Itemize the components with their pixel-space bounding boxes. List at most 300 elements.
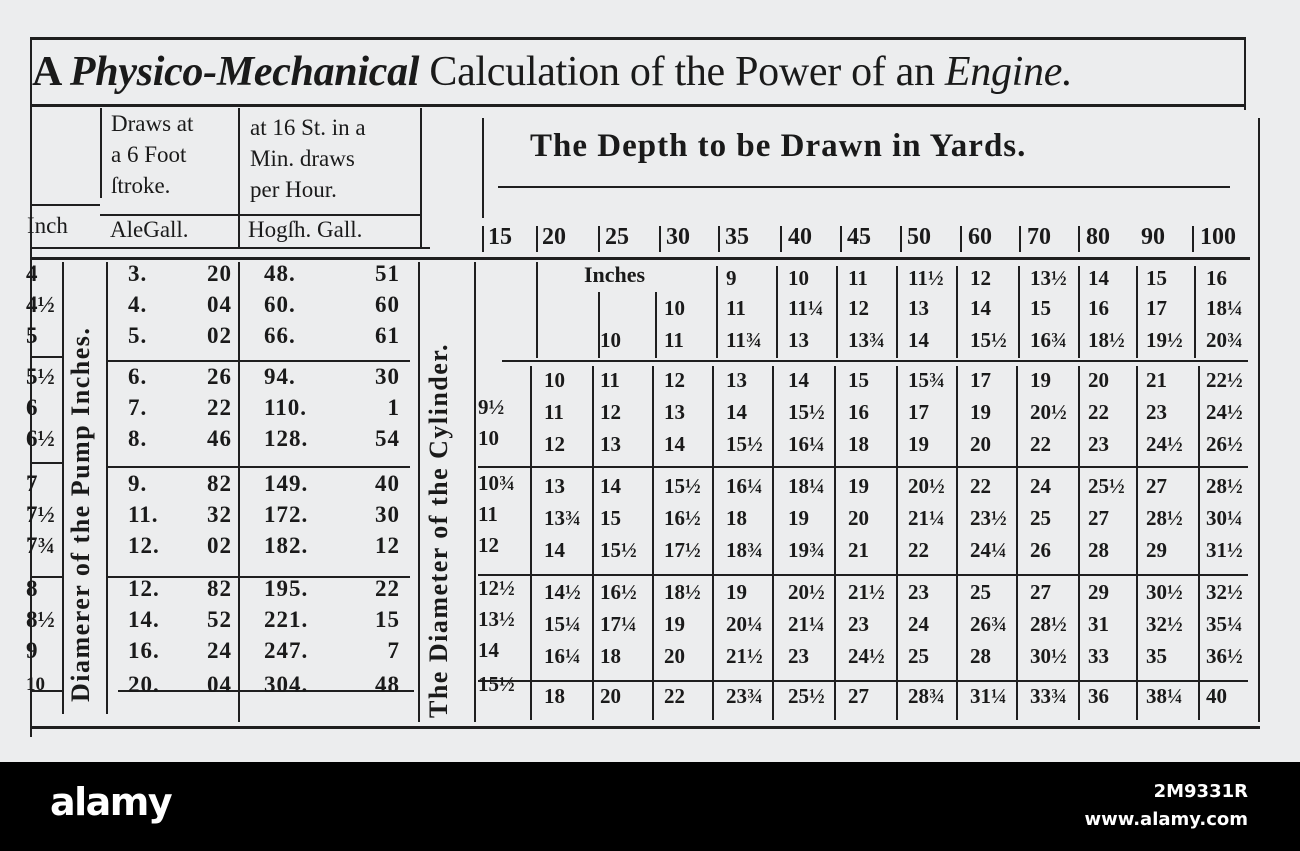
grid-value: 30¼ bbox=[1206, 506, 1243, 530]
grid-value: 14 bbox=[544, 538, 565, 562]
cylinder-diameter-value: 9½ bbox=[478, 395, 505, 419]
depth-tick bbox=[780, 226, 782, 252]
grid-value: 16¼ bbox=[726, 474, 763, 498]
hdr-sep-3 bbox=[420, 108, 422, 248]
grid-value: 31 bbox=[1088, 612, 1109, 636]
grid-col-line bbox=[896, 366, 898, 720]
pump-inch-value: 8½ bbox=[26, 607, 55, 632]
grid-value: 11 bbox=[600, 368, 620, 392]
hogshead-gallon-value bbox=[264, 468, 400, 499]
hogshead-gallon-value bbox=[264, 499, 400, 530]
cylinder-diameter-value bbox=[478, 289, 515, 320]
grid-value: 20¾ bbox=[1206, 328, 1243, 352]
grid-value: 28½ bbox=[1206, 474, 1243, 498]
pump-inch-value: 9 bbox=[26, 638, 38, 663]
grid-value: 20 bbox=[970, 432, 991, 456]
grid-value: 24 bbox=[908, 612, 929, 636]
depth-label: 90 bbox=[1141, 224, 1165, 250]
ale-gallon-value-part: 04 bbox=[207, 672, 232, 697]
grid-value: 24½ bbox=[1206, 400, 1243, 424]
pump-inch-value: 5½ bbox=[26, 364, 55, 389]
grid-col-line bbox=[712, 366, 714, 720]
grid-value: 24¼ bbox=[970, 538, 1007, 562]
grid-value: 35 bbox=[1146, 644, 1167, 668]
depth-tick bbox=[900, 226, 902, 252]
grid-value: 23 bbox=[1088, 432, 1109, 456]
grid-value: 19 bbox=[726, 580, 747, 604]
grid-value: 23 bbox=[908, 580, 929, 604]
cylinder-diameter-value: 12½ bbox=[478, 576, 515, 600]
grid-value: 22 bbox=[1030, 432, 1051, 456]
grid-value: 13 bbox=[908, 296, 929, 320]
ale-col-sep bbox=[238, 262, 240, 722]
title-underline bbox=[30, 104, 1246, 107]
hdr-sep-1 bbox=[100, 108, 102, 198]
grid-value: 13 bbox=[788, 328, 809, 352]
pump-diameter-label: Diamerer of the Pump Inches. bbox=[66, 326, 95, 702]
grid-value: 27 bbox=[1030, 580, 1051, 604]
grid-value: 21½ bbox=[848, 580, 885, 604]
ale-gallon-value-part: 22 bbox=[207, 395, 232, 420]
page-title: A Physico-Mechanical Calculation of the Power of an Engine. bbox=[32, 49, 1073, 95]
grid-value: 18 bbox=[848, 432, 869, 456]
grid-col-line bbox=[1136, 266, 1138, 358]
grid-value: 26 bbox=[1030, 538, 1051, 562]
ale-gallon-value bbox=[128, 361, 232, 392]
grid-value: 25 bbox=[908, 644, 929, 668]
ale-gallon-value bbox=[128, 423, 232, 454]
grid-value: 16½ bbox=[664, 506, 701, 530]
grid-value: 19 bbox=[848, 474, 869, 498]
hogsh-gall-unit-label: Hogſh. Gall. bbox=[248, 217, 363, 242]
grid-value: 18 bbox=[544, 684, 565, 708]
grid-value: 19 bbox=[788, 506, 809, 530]
grid-value: 22½ bbox=[1206, 368, 1243, 392]
grid-value: 21½ bbox=[726, 644, 763, 668]
ale-gallon-value-part: 20 bbox=[207, 261, 232, 286]
depth-label: 60 bbox=[968, 224, 992, 250]
grid-value: 23 bbox=[788, 644, 809, 668]
cylinder-diameter-value bbox=[478, 361, 515, 392]
grid-value: 20½ bbox=[908, 474, 945, 498]
grid-value: 18¼ bbox=[1206, 296, 1243, 320]
grid-value: 9 bbox=[726, 266, 737, 290]
depth-tick bbox=[1019, 226, 1021, 252]
grid-value: 32½ bbox=[1146, 612, 1183, 636]
depth-tick bbox=[598, 226, 600, 252]
grid-col-line bbox=[776, 266, 778, 358]
grid-value: 24 bbox=[1030, 474, 1051, 498]
grid-col-line bbox=[652, 366, 654, 720]
hogshead-gallon-value-whole: 60. bbox=[264, 292, 296, 317]
image-id-code: 2M9331R bbox=[1153, 781, 1248, 802]
hdr-sep-2 bbox=[238, 108, 240, 248]
grid-value: 27 bbox=[1088, 506, 1109, 530]
grid-value: 21 bbox=[848, 538, 869, 562]
depth-label: 70 bbox=[1027, 224, 1051, 250]
hog-col-sep bbox=[418, 262, 420, 722]
grid-value: 25½ bbox=[788, 684, 825, 708]
grid-value: 18¼ bbox=[788, 474, 825, 498]
pump-inch-value: 7 bbox=[26, 471, 38, 496]
grid-col-line bbox=[1078, 266, 1080, 358]
depth-label: 25 bbox=[605, 224, 629, 250]
grid-col-line bbox=[1198, 366, 1200, 720]
ale-gallon-value-whole: 4. bbox=[128, 292, 148, 317]
grid-value: 26¾ bbox=[970, 612, 1007, 636]
ale-gallon-value-part: 82 bbox=[207, 471, 232, 496]
grid-value: 16¼ bbox=[788, 432, 825, 456]
depth-tick bbox=[659, 226, 661, 252]
grid-value: 17 bbox=[970, 368, 991, 392]
grid-value: 19 bbox=[970, 400, 991, 424]
grid-col-line bbox=[956, 266, 958, 358]
ale-gallon-value-part: 46 bbox=[207, 426, 232, 451]
ale-gallon-value-part: 02 bbox=[207, 323, 232, 348]
ale-gallon-value-whole: 9. bbox=[128, 471, 148, 496]
pump-col-sep bbox=[62, 262, 64, 714]
alamy-logo: alamy bbox=[50, 780, 172, 824]
image-id bbox=[1084, 778, 1248, 834]
grid-value: 20½ bbox=[788, 580, 825, 604]
grid-value: 15½ bbox=[970, 328, 1007, 352]
ale-gallons-column bbox=[128, 258, 232, 700]
pump-inch-value: 4½ bbox=[26, 292, 55, 317]
grid-value: 14 bbox=[600, 474, 621, 498]
grid-value: 15¼ bbox=[544, 612, 581, 636]
grid-value: 29 bbox=[1146, 538, 1167, 562]
grid-col-line bbox=[592, 366, 594, 720]
grid-value: 14 bbox=[908, 328, 929, 352]
grid-value: 14 bbox=[788, 368, 809, 392]
grid-value: 16 bbox=[1206, 266, 1227, 290]
grid-value: 21 bbox=[1146, 368, 1167, 392]
hogshead-gallon-value-part: 7 bbox=[387, 638, 400, 663]
hogshead-gallon-value bbox=[264, 258, 400, 289]
grid-value: 30½ bbox=[1146, 580, 1183, 604]
grid-value: 24½ bbox=[1146, 432, 1183, 456]
grid-value: 23¾ bbox=[726, 684, 763, 708]
grid-value: 18½ bbox=[664, 580, 701, 604]
frame-top bbox=[30, 37, 1246, 40]
frame-bottom bbox=[30, 726, 1260, 729]
pump-inches-column bbox=[26, 258, 55, 700]
depth-tick bbox=[1192, 226, 1194, 252]
hdr-sep-4 bbox=[482, 118, 484, 218]
hogshead-gallon-value bbox=[264, 669, 400, 700]
hogshead-gallon-value-whole: 247. bbox=[264, 638, 309, 663]
grid-value: 36 bbox=[1088, 684, 1109, 708]
ale-gall-unit-label: AleGall. bbox=[110, 217, 189, 242]
hogshead-gallon-value bbox=[264, 423, 400, 454]
grid-value: 25 bbox=[970, 580, 991, 604]
grid-value: 13 bbox=[664, 400, 685, 424]
cylinder-diameter-column bbox=[478, 258, 515, 700]
grid-value: 21¼ bbox=[788, 612, 825, 636]
grid-value: 15¾ bbox=[908, 368, 945, 392]
grid-value: 28¾ bbox=[908, 684, 945, 708]
grid-value: 11 bbox=[664, 328, 684, 352]
ale-gallon-value bbox=[128, 499, 232, 530]
hogshead-gallon-value-whole: 172. bbox=[264, 502, 309, 527]
grid-value: 23 bbox=[848, 612, 869, 636]
hogshead-gallon-value-part: 54 bbox=[375, 426, 400, 451]
grid-value: 31¼ bbox=[970, 684, 1007, 708]
grid-value: 33¾ bbox=[1030, 684, 1067, 708]
hogshead-gallon-value-part: 51 bbox=[375, 261, 400, 286]
ale-gallon-value bbox=[128, 604, 232, 635]
grid-value: 14 bbox=[970, 296, 991, 320]
depth-label: 15 bbox=[488, 224, 512, 250]
cylinder-diameter-value: 12 bbox=[478, 533, 499, 557]
hogshead-gallon-value-part: 40 bbox=[375, 471, 400, 496]
grid-value: 16¼ bbox=[544, 644, 581, 668]
grid-value: 15½ bbox=[788, 400, 825, 424]
grid-value: 14 bbox=[726, 400, 747, 424]
label-col-sep bbox=[106, 262, 108, 714]
ale-gallon-value bbox=[128, 289, 232, 320]
grid-value: 32½ bbox=[1206, 580, 1243, 604]
inch-unit-label: Inch bbox=[27, 213, 68, 238]
hogshead-gallon-value-part: 1 bbox=[387, 395, 400, 420]
hogshead-gallon-value-whole: 94. bbox=[264, 364, 296, 389]
grid-col-line bbox=[834, 366, 836, 720]
grid-value: 10 bbox=[600, 328, 621, 352]
grid-value: 18¾ bbox=[726, 538, 763, 562]
depth-tick bbox=[960, 226, 962, 252]
frame-right-top bbox=[1244, 37, 1246, 110]
pump-inch-value: 8 bbox=[26, 576, 38, 601]
grid-value: 13¾ bbox=[544, 506, 581, 530]
grid-value: 20½ bbox=[1030, 400, 1067, 424]
depth-label: 45 bbox=[847, 224, 871, 250]
grid-col-line bbox=[1078, 366, 1080, 720]
ale-gallon-value bbox=[128, 468, 232, 499]
grid-value: 11¾ bbox=[726, 328, 762, 352]
depth-tick bbox=[840, 226, 842, 252]
grid-value: 33 bbox=[1088, 644, 1109, 668]
grid-col-line bbox=[772, 366, 774, 720]
grid-value: 15 bbox=[848, 368, 869, 392]
grid-value: 15 bbox=[600, 506, 621, 530]
grid-value: 17¼ bbox=[600, 612, 637, 636]
grid-value: 23½ bbox=[970, 506, 1007, 530]
frame-right bbox=[1258, 118, 1260, 722]
hogshead-gallon-value-part: 30 bbox=[375, 502, 400, 527]
grid-value: 15½ bbox=[600, 538, 637, 562]
grid-value: 12 bbox=[664, 368, 685, 392]
grid-col-line bbox=[1016, 366, 1018, 720]
ale-gallon-value-part: 52 bbox=[207, 607, 232, 632]
hogshead-gallon-value bbox=[264, 635, 400, 666]
grid-value: 11 bbox=[544, 400, 564, 424]
grid-value: 27 bbox=[1146, 474, 1167, 498]
depth-tick bbox=[536, 226, 538, 252]
grid-value: 14 bbox=[664, 432, 685, 456]
grid-value: 26½ bbox=[1206, 432, 1243, 456]
grid-value: 15½ bbox=[726, 432, 763, 456]
grid-value: 16¾ bbox=[1030, 328, 1067, 352]
grid-value: 18 bbox=[726, 506, 747, 530]
grid-value: 15 bbox=[1146, 266, 1167, 290]
hogshead-gallon-value-part: 30 bbox=[375, 364, 400, 389]
grid-value: 13 bbox=[544, 474, 565, 498]
hogshead-gallon-value-part: 22 bbox=[375, 576, 400, 601]
grid-value: 19 bbox=[1030, 368, 1051, 392]
hogshead-gallon-value-whole: 195. bbox=[264, 576, 309, 601]
ale-gallon-value-whole: 16. bbox=[128, 638, 160, 663]
grid-value: 12 bbox=[848, 296, 869, 320]
hogshead-gallon-value bbox=[264, 573, 400, 604]
grid-value: 25 bbox=[1030, 506, 1051, 530]
grid-value: 29 bbox=[1088, 580, 1109, 604]
grid-value: 12 bbox=[970, 266, 991, 290]
ale-gallon-value-whole: 12. bbox=[128, 576, 160, 601]
pump-inch-value: 6½ bbox=[26, 426, 55, 451]
grid-col-line bbox=[1136, 366, 1138, 720]
site-url: www.alamy.com bbox=[1084, 809, 1248, 830]
ale-gallon-value-whole: 7. bbox=[128, 395, 148, 420]
grid-value: 14½ bbox=[544, 580, 581, 604]
hogshead-gallon-value-part: 15 bbox=[375, 607, 400, 632]
ale-gallon-value-whole: 20. bbox=[128, 672, 160, 697]
watermark-banner bbox=[0, 762, 1300, 851]
ale-gallon-value bbox=[128, 392, 232, 423]
grid-value: 20 bbox=[600, 684, 621, 708]
grid-value: 28 bbox=[1088, 538, 1109, 562]
units-bottom-line bbox=[30, 247, 430, 249]
ale-gallon-value-part: 82 bbox=[207, 576, 232, 601]
cylinder-diameter-value bbox=[478, 320, 515, 351]
grid-value: 19 bbox=[664, 612, 685, 636]
grid-value: 21¼ bbox=[908, 506, 945, 530]
grid-value: 27 bbox=[848, 684, 869, 708]
grid-col-line bbox=[896, 266, 898, 358]
grid-value: 17 bbox=[1146, 296, 1167, 320]
depth-label: 30 bbox=[666, 224, 690, 250]
depth-label: 80 bbox=[1086, 224, 1110, 250]
inch-top-line bbox=[30, 204, 100, 206]
grid-value: 38¼ bbox=[1146, 684, 1183, 708]
grid-value: 13 bbox=[600, 432, 621, 456]
hogshead-gallon-value bbox=[264, 320, 400, 351]
pump-inch-value: 5 bbox=[26, 323, 38, 348]
ale-gallon-value-whole: 6. bbox=[128, 364, 148, 389]
grid-value: 19½ bbox=[1146, 328, 1183, 352]
ale-gallon-value bbox=[128, 530, 232, 561]
grid-value: 16½ bbox=[600, 580, 637, 604]
hogshead-gallons-column bbox=[264, 258, 400, 700]
depth-label: 50 bbox=[907, 224, 931, 250]
grid-value: 16 bbox=[1088, 296, 1109, 320]
grid-value: 10 bbox=[788, 266, 809, 290]
pump-inch-value: 10 bbox=[26, 674, 45, 695]
grid-value: 11 bbox=[848, 266, 868, 290]
grid-value: 30½ bbox=[1030, 644, 1067, 668]
grid-value: 12 bbox=[600, 400, 621, 424]
grid-value: 12 bbox=[544, 432, 565, 456]
grid-value: 13 bbox=[726, 368, 747, 392]
grid-value: 10 bbox=[664, 296, 685, 320]
grid-value: 22 bbox=[1088, 400, 1109, 424]
hogshead-gallon-value-whole: 182. bbox=[264, 533, 309, 558]
grid-col-line bbox=[956, 366, 958, 720]
ale-gallon-value bbox=[128, 635, 232, 666]
grid-value: 11 bbox=[726, 296, 746, 320]
grid-value: 14 bbox=[1088, 266, 1109, 290]
depth-label: 35 bbox=[725, 224, 749, 250]
depth-title-underline bbox=[498, 186, 1230, 188]
grid-value: 40 bbox=[1206, 684, 1227, 708]
hogshead-gallon-value bbox=[264, 530, 400, 561]
cylinder-diameter-value bbox=[478, 258, 515, 289]
grid-value: 28½ bbox=[1030, 612, 1067, 636]
draws-header: Draws at a 6 Foot ſtroke. bbox=[111, 111, 194, 198]
grid-value: 20 bbox=[848, 506, 869, 530]
ale-gallon-value-part: 04 bbox=[207, 292, 232, 317]
ale-gallon-value bbox=[128, 258, 232, 289]
cylinder-diameter-label: The Diameter of the Cylinder. bbox=[424, 343, 453, 718]
grid-value: 11½ bbox=[908, 266, 944, 290]
grid-value: 28 bbox=[970, 644, 991, 668]
grid-value: 19 bbox=[908, 432, 929, 456]
grid-value: 20 bbox=[1088, 368, 1109, 392]
grid-value: 13½ bbox=[1030, 266, 1067, 290]
ale-gallon-value-whole: 14. bbox=[128, 607, 160, 632]
pump-inch-value: 7¾ bbox=[26, 533, 55, 558]
pump-inch-value: 6 bbox=[26, 395, 38, 420]
ale-gallon-value bbox=[128, 320, 232, 351]
grid-col-line bbox=[530, 366, 532, 720]
grid-col-line bbox=[1194, 266, 1196, 358]
grid-value: 36½ bbox=[1206, 644, 1243, 668]
pump-inch-value: 4 bbox=[26, 261, 38, 286]
grid-value: 13¾ bbox=[848, 328, 885, 352]
pump-inch-value: 7½ bbox=[26, 502, 55, 527]
hogshead-gallon-value-part: 61 bbox=[375, 323, 400, 348]
hogshead-gallon-value-whole: 221. bbox=[264, 607, 309, 632]
cylinder-diameter-value: 10¾ bbox=[478, 471, 515, 495]
per-hour-header: at 16 St. in a Min. draws per Hour. bbox=[250, 115, 366, 202]
hogshead-gallon-value-whole: 149. bbox=[264, 471, 309, 496]
ale-gallon-value-part: 02 bbox=[207, 533, 232, 558]
grid-value: 24½ bbox=[848, 644, 885, 668]
grid-value: 25½ bbox=[1088, 474, 1125, 498]
ale-gallon-value-part: 24 bbox=[207, 638, 232, 663]
cylinder-diameter-value: 10 bbox=[478, 426, 499, 450]
grid-value: 15 bbox=[1030, 296, 1051, 320]
hogshead-gallon-value-whole: 128. bbox=[264, 426, 309, 451]
ale-gallon-value-part: 32 bbox=[207, 502, 232, 527]
grid-value: 11¼ bbox=[788, 296, 824, 320]
ale-gallon-value bbox=[128, 669, 232, 700]
hogshead-gallon-value bbox=[264, 392, 400, 423]
depth-title: The Depth to be Drawn in Yards. bbox=[530, 128, 1027, 164]
grid-value: 20 bbox=[664, 644, 685, 668]
cyl-col-sep bbox=[474, 262, 476, 722]
grid-value: 35¼ bbox=[1206, 612, 1243, 636]
depth-label: 20 bbox=[542, 224, 566, 250]
cylinder-diameter-value: 14 bbox=[478, 638, 499, 662]
ale-gallon-value-part: 26 bbox=[207, 364, 232, 389]
ale-gallon-value-whole: 5. bbox=[128, 323, 148, 348]
cylinder-diameter-value: 15½ bbox=[478, 672, 515, 696]
hogshead-gallon-value bbox=[264, 361, 400, 392]
grid-group-line bbox=[502, 360, 1248, 362]
hogshead-gallon-value-part: 48 bbox=[375, 672, 400, 697]
hogshead-gallon-value-whole: 304. bbox=[264, 672, 309, 697]
grid-value: 17½ bbox=[664, 538, 701, 562]
